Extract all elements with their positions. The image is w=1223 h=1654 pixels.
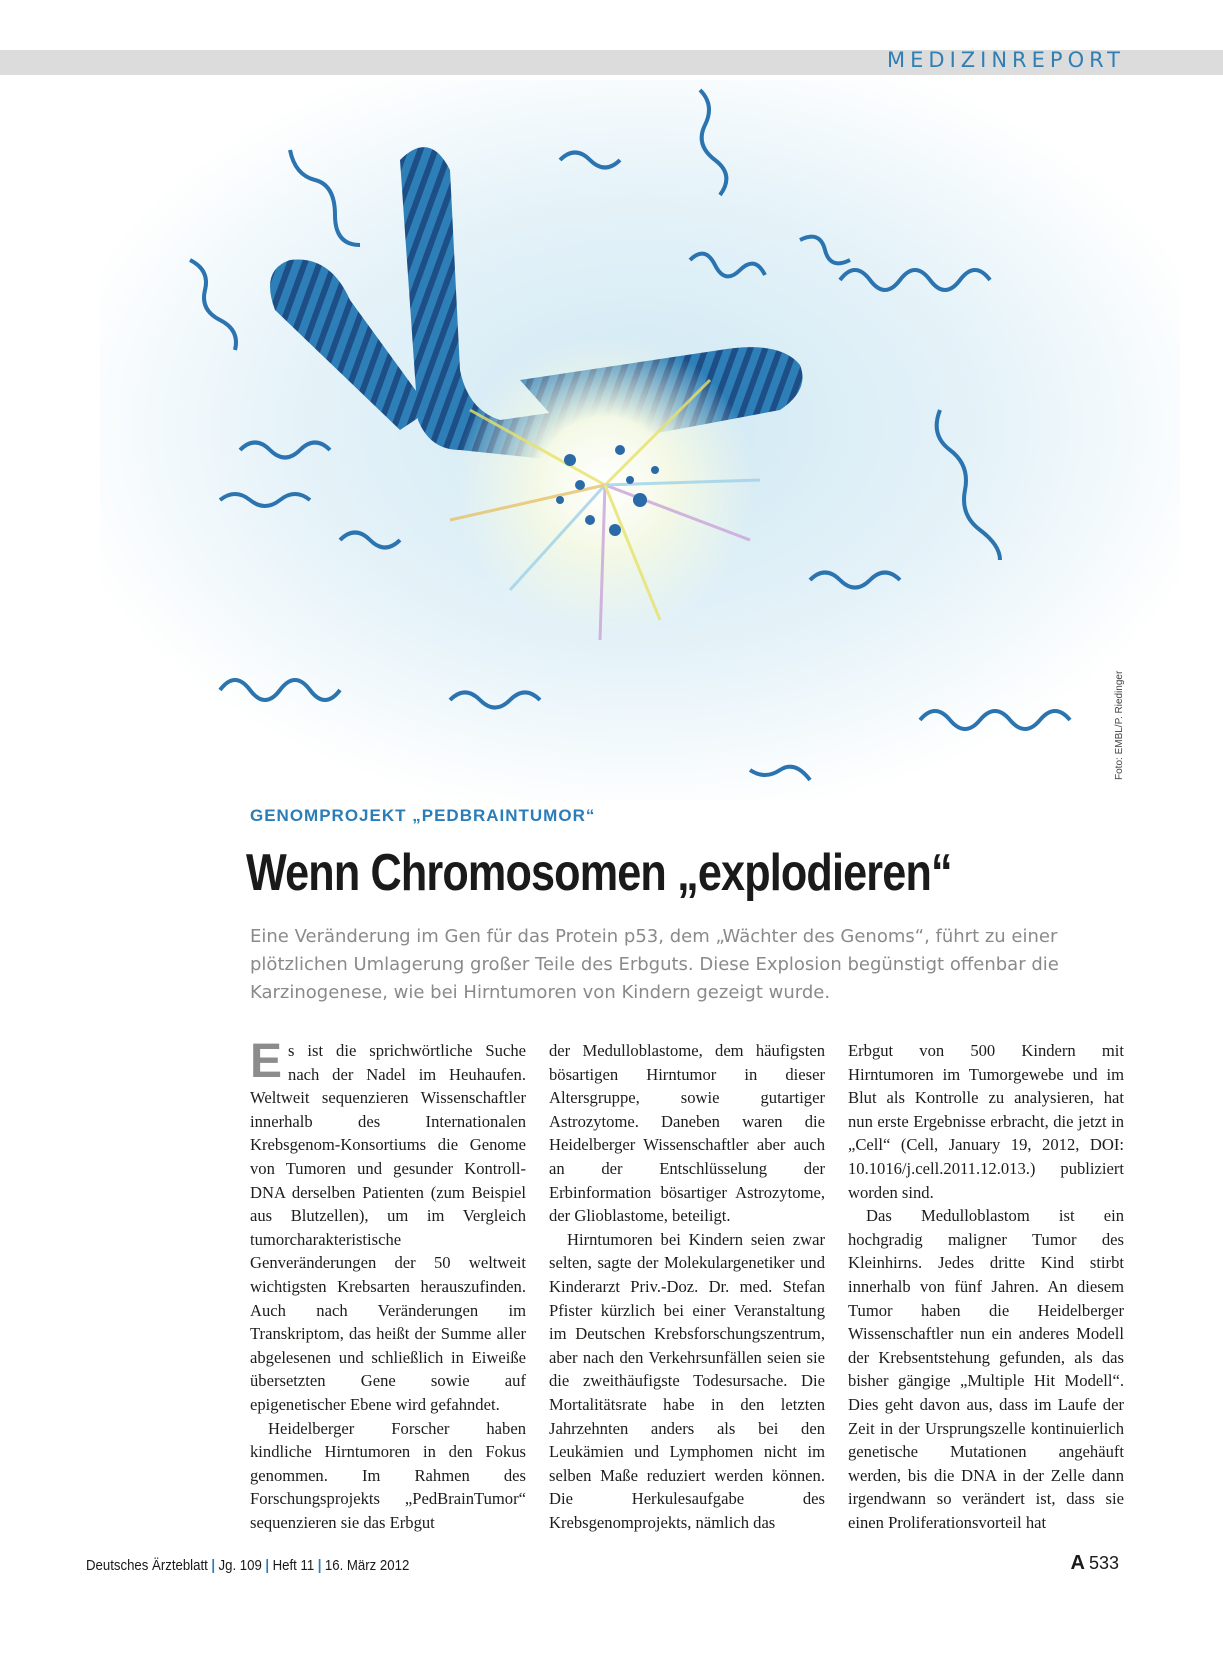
paragraph: Das Medulloblastom ist ein hochgradig maligner Tumor des Kleinhirns. Jedes dritte Kind stirbt innerhalb von fünf Jahren. An diesem Tumor haben die Heidelberger Wissenschaftler nun ein anderes Modell der Krebsentstehung gefunden, als das bisher gängige „Multiple Hit Modell“. Dies geht davon aus, dass im Laufe der Zeit in der Ursprungszelle kontinuierlich genetische Mutationen angehäuft werden, bis die DNA in der Zelle dann irgendwann so verändert ist, dass sie einen Proliferationsvorteil hat: [848, 1206, 1124, 1532]
drop-cap: E: [250, 1035, 283, 1088]
headline: Wenn Chromosomen „explodieren“: [246, 844, 952, 902]
paragraph: Heidelberger Forscher haben kindliche Hirntumoren in den Fokus genommen. Im Rahmen des Forschungsprojekts „PedBrainTumor“ sequenzieren sie das Erbgut: [250, 1418, 526, 1532]
article-body: [250, 1035, 1124, 1549]
hero-illustration: [100, 80, 1180, 800]
photo-credit: Foto: EMBL/P. Riedinger: [1114, 670, 1125, 780]
paragraph-text: s ist die sprichwörtliche Suche nach der Nadel im Heuhaufen. Weltweit sequenzieren Wissenschaftler innerhalb des Internationalen Krebsgenom-Konsortiums die Genome von Tumoren und gesunder Kontroll-DNA derselben Patienten (zum Beispiel aus Blutzellen), um im Vergleich tumorcharakteristische Genveränderungen der 50 weltweit wichtigsten Krebsarten herauszufinden. Auch nach Veränderungen im Transkriptom, das heißt der Summe aller abgelesenen und schließlich in Eiweiße übersetzten Gene sowie auf epigenetischer Ebene wird gefahndet.: [250, 1041, 526, 1414]
paragraph: der Medulloblastome, dem häufigsten bösartigen Hirntumor in dieser Altersgruppe, sowie gutartiger Astrozytome. Daneben waren die Heidelberger Wissenschaftler aber auch an der Entschlüsselung der Erbinformation bösartiger Astrozytome, der Glioblastome, beteiligt.: [549, 1041, 825, 1226]
footer-citation: [86, 1557, 409, 1574]
volume: Jg. 109: [218, 1557, 262, 1574]
issue: Heft 11: [272, 1557, 315, 1574]
column-1: [250, 1035, 526, 1534]
separator: |: [317, 1557, 322, 1574]
lead-paragraph: Eine Veränderung im Gen für das Protein p53, dem „Wächter des Genoms“, führt zu einer plötzlichen Umlagerung großer Teile des Erbguts. Diese Explosion begünstigt offenbar die Karzinogenese, wie bei Hirntumoren von Kindern gezeigt wurde.: [250, 926, 1059, 1003]
paragraph: Erbgut von 500 Kindern mit Hirntumoren im Tumorgewebe und im Blut als Kontrolle zu analysieren, hat nun erste Ergebnisse erbracht, die jetzt in „Cell“ (Cell, January 19, 2012, DOI: 10.1016/j.cell.2011.12.013.) publiziert worden sind.: [848, 1041, 1124, 1202]
separator: |: [211, 1557, 216, 1574]
column-2: [549, 1039, 825, 1534]
separator: |: [265, 1557, 270, 1574]
page-number: [1071, 1552, 1120, 1575]
issue-date: 16. März 2012: [324, 1557, 410, 1574]
page-prefix: A: [1070, 1552, 1085, 1574]
paragraph: Hirntumoren bei Kindern seien zwar selten, sagte der Molekulargenetiker und Kinderarzt Priv.-Doz. Dr. med. Stefan Pfister kürzlich bei einer Veranstaltung im Deutschen Krebsforschungszentrum, aber nach den Verkehrsunfällen seien sie die zweithäufigste Todesursache. Die Mortalitätsrate habe in den letzten Jahrzehnten anders als bei den Leukämien und Lymphomen nicht im selben Maße reduziert werden können. Die Herkulesaufgabe des Krebsgenomprojekts, nämlich das: [549, 1229, 825, 1532]
section-label: MEDIZINREPORT: [887, 48, 1125, 72]
exploding-chromosome-illustration: [100, 80, 1180, 800]
page-number-value: 533: [1088, 1553, 1119, 1573]
kicker: GENOMPROJEKT „PEDBRAINTUMOR“: [250, 806, 596, 825]
column-3: [848, 1039, 1124, 1534]
journal-name: Deutsches Ärzteblatt: [86, 1557, 208, 1574]
paragraph: [250, 1035, 526, 1417]
